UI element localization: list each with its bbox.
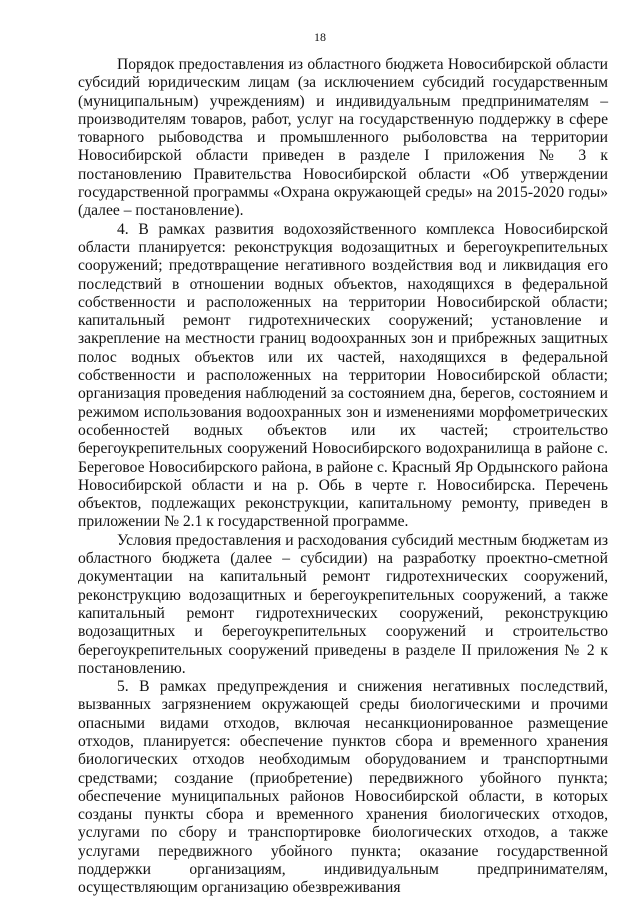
paragraph-subsidy-procedure: Порядок предоставления из областного бюджета Новосибирской области субсидий юридическим лицам (за исключением субсидий государственным (муниципальным) учреждениям) и индивидуальным предпринимателям – производителям товаров, работ, услуг на государственную поддержку в сфере товарного рыбоводства и промышленного рыболовства на территории Новосибирской области приведен в разделе I приложения № 3 к постановлению Правительства Новосибирской области «Об утверждении государственной программы «Охрана окружающей среды» на 2015-2020 годы» (далее – постановление). xyxy=(78,56,608,220)
page-number: 18 xyxy=(314,30,326,44)
paragraph-water-management: 4. В рамках развития водохозяйственного комплекса Новосибирской области планируется: реконструкция водозащитных и берегоукрепительных сооружений; предотвращение негативного воздействия вод и ликвидация его последствий в отношении водных объектов, находящихся в федеральной собственности и расположенных на территории Новосибирской области; капитальный ремонт гидротехнических сооружений; установление и закрепление на местности границ водоохранных зон и прибрежных защитных полос водных объектов или их частей, находящихся в федеральной собственности и расположенных на территории Новосибирской области; организация проведения наблюдений за состоянием дна, берегов, состоянием и режимом использования водоохранных зон и изменениями морфометрических особенностей водных объектов или их частей; строительство берегоукрепительных сооружений Новосибирского водохранилища в районе с. Береговое Новосибирского района, в районе с. Красный Яр Ордынского района Новосибирской области и на р. Обь в черте г. Новосибирска. Перечень объектов, подлежащих реконструкции, капитальному ремонту, приведен в приложении № 2.1 к государственной программе. xyxy=(78,220,608,531)
paragraph-waste-prevention: 5. В рамках предупреждения и снижения негативных последствий, вызванных загрязнением окружающей среды биологическими и прочими опасными видами отходов, включая несанкционированное размещение отходов, планируется: обеспечение пунктов сбора и временного хранения биологических отходов необходимым оборудованием и транспортными средствами; создание (приобретение) передвижного убойного пункта; обеспечение муниципальных районов Новосибирской области, в которых созданы пункты сбора и временного хранения биологических отходов, услугами по сбору и транспортировке биологических отходов, а также услугами передвижного убойного пункта; оказание государственной поддержки организациям, индивидуальным предпринимателям, осуществляющим организацию обезвреживания xyxy=(78,678,608,897)
paragraph-subsidy-conditions: Условия предоставления и расходования субсидий местным бюджетам из областного бюджета (далее – субсидии) на разработку проектно-сметной документации на капитальный ремонт гидротехнических сооружений, реконструкцию водозащитных и берегоукрепительных сооружений, а также капитальный ремонт гидротехнических сооружений, реконструкцию водозащитных и берегоукрепительных сооружений и строительство берегоукрепительных сооружений приведены в разделе II приложения № 2 к постановлению. xyxy=(78,531,608,677)
document-body xyxy=(78,56,608,898)
